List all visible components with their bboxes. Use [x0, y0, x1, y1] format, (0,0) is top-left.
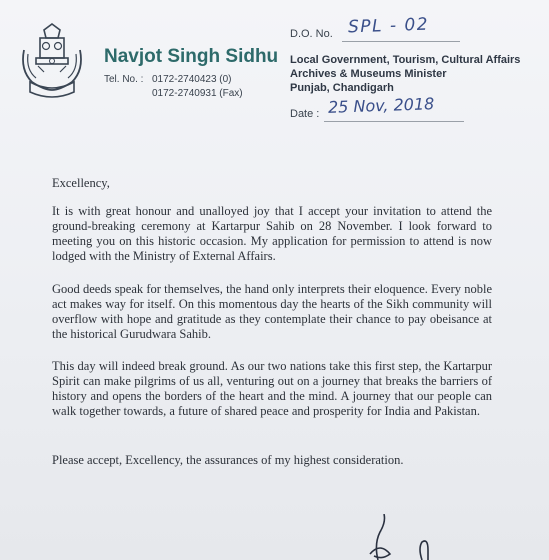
do-number-handwritten: SPL - 02: [347, 14, 430, 38]
tel-label: Tel. No. :: [104, 74, 144, 85]
designation-line: Local Government, Tourism, Cultural Affairs: [290, 54, 521, 66]
do-number-label: D.O. No.: [290, 28, 333, 40]
tel-number-fax: 0172-2740931 (Fax): [152, 88, 243, 99]
signature-icon: [356, 514, 446, 560]
state-emblem-icon: [16, 20, 88, 104]
designation-line: Archives & Museums Minister: [290, 68, 447, 80]
letter-paragraph: It is with great honour and unalloyed joy that I accept your invitation to attend the ground-breaking ceremony at Kartarpur Sahib on 28 November. I look forward to meeting you on this historic occasion. My application for permission to attend is now lodged with the Ministry of External Affairs.: [52, 204, 492, 263]
tel-number-office: 0172-2740423 (0): [152, 74, 232, 85]
do-number-underline: [342, 41, 460, 42]
salutation: Excellency,: [52, 176, 110, 190]
letter-paragraph: This day will indeed break ground. As our two nations take this first step, the Kartarpur Spirit can make pilgrims of us all, venturing out on a journey that breaks the barriers of history and opens the borders of the heart and the mind. A journey that our people can walk together towards, a future of shared peace and prosperity for India and Pakistan.: [52, 359, 492, 418]
designation-line: Punjab, Chandigarh: [290, 82, 394, 94]
date-handwritten: 25 Nov, 2018: [327, 94, 435, 117]
date-label: Date :: [290, 108, 320, 120]
letter-paragraph: Good deeds speak for themselves, the hand only interprets their eloquence. Every noble act makes way for itself. On this momentous day the hearts of the Sikh community will overflow with hope and gratitude as they contemplate their chance to pay obeisance at the historical Gurudwara Sahib.: [52, 282, 492, 341]
sender-name: Navjot Singh Sidhu: [104, 46, 279, 67]
designation-block: [290, 53, 520, 95]
letter-paragraph: Please accept, Excellency, the assurances of my highest consideration.: [52, 453, 404, 467]
date-underline: [324, 121, 464, 122]
